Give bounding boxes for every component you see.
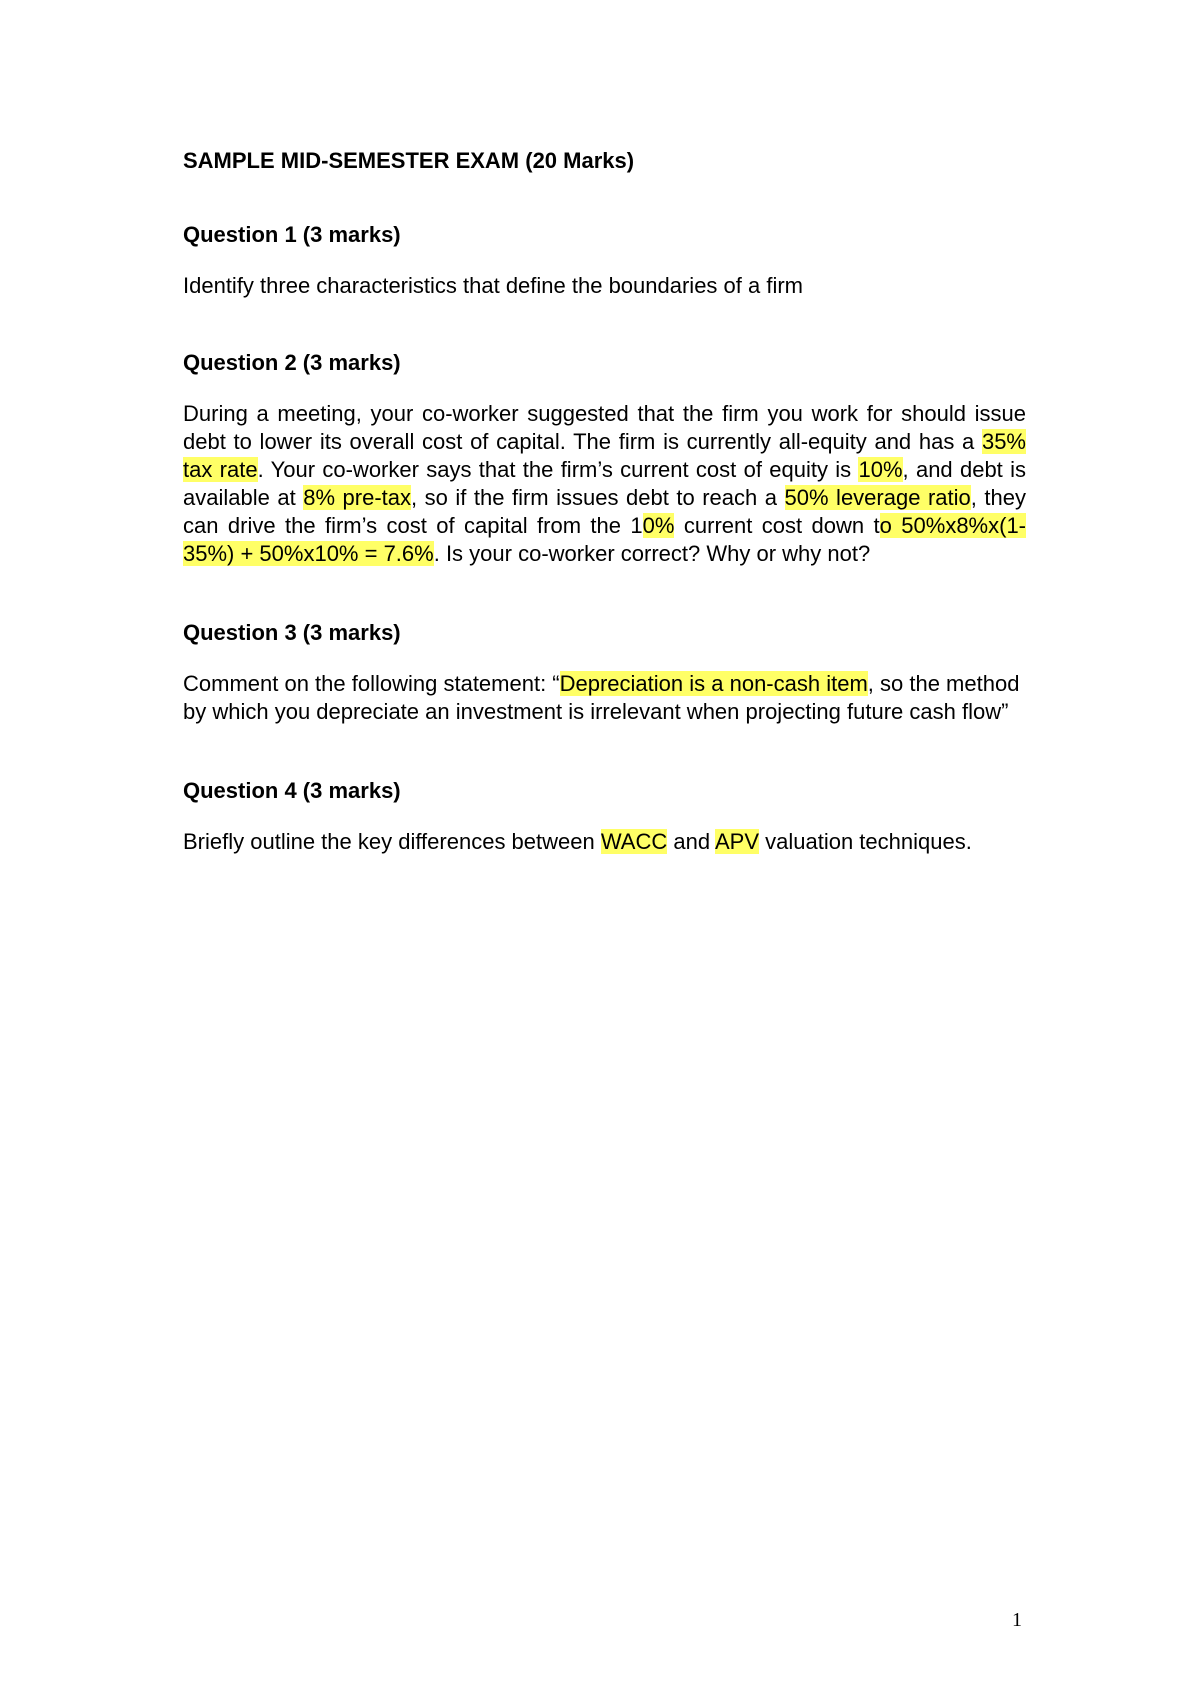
page-number: 1 (1012, 1609, 1022, 1631)
highlight-depreciation-statement: Depreciation is a non-cash item (559, 671, 868, 696)
highlight-apv: APV (714, 829, 759, 854)
exam-title: SAMPLE MID-SEMESTER EXAM (20 Marks) (183, 148, 635, 173)
question-2-text: . Is your co-worker correct? Why or why not? (433, 541, 871, 566)
question-4-text: and (667, 829, 715, 854)
question-2-text: current cost down t (674, 513, 880, 538)
question-2-text: , and debt is available at (183, 457, 1026, 510)
highlight-wacc: WACC (600, 829, 668, 854)
question-3-text: Comment on the following statement: “ (183, 671, 560, 696)
highlight-cost-of-equity: 10% (858, 457, 903, 482)
highlight-formula: o 50%x8%x(1-35%) + 50%x10% = 7.6% (183, 513, 1027, 566)
highlight-leverage-ratio: 50% leverage ratio (784, 485, 971, 510)
question-3-text: , so the method by which you depreciate an investment is irrelevant when projecting future cash flow” (183, 671, 1020, 724)
question-4-body (183, 828, 1026, 856)
highlight-debt-rate: 8% pre-tax (303, 485, 411, 510)
question-4-text: valuation techniques. (759, 829, 972, 854)
highlight-current-cost: 0% (642, 513, 675, 538)
question-3-body (183, 670, 1026, 726)
question-3-heading: Question 3 (3 marks) (183, 620, 401, 645)
question-2-body (183, 400, 1026, 568)
question-1-body (183, 272, 1026, 300)
question-4-text: Briefly outline the key differences between (183, 829, 601, 854)
question-2-heading: Question 2 (3 marks) (183, 350, 401, 375)
question-1-text: Identify three characteristics that define the boundaries of a firm (183, 273, 803, 298)
question-1-heading: Question 1 (3 marks) (183, 222, 401, 247)
question-2-text: During a meeting, your co-worker suggested that the firm you work for should issue debt to lower its overall cost of capital. The firm is currently all-equity and has a (183, 401, 1026, 454)
page-content (183, 146, 1026, 856)
question-2-text: , they can drive the firm’s cost of capital from the 1 (183, 485, 1026, 538)
question-2-text: , so if the firm issues debt to reach a (411, 485, 785, 510)
question-4-heading: Question 4 (3 marks) (183, 778, 401, 803)
question-2-text: . Your co-worker says that the firm’s current cost of equity is (257, 457, 859, 482)
highlight-tax-rate: 35% tax rate (183, 429, 1026, 482)
